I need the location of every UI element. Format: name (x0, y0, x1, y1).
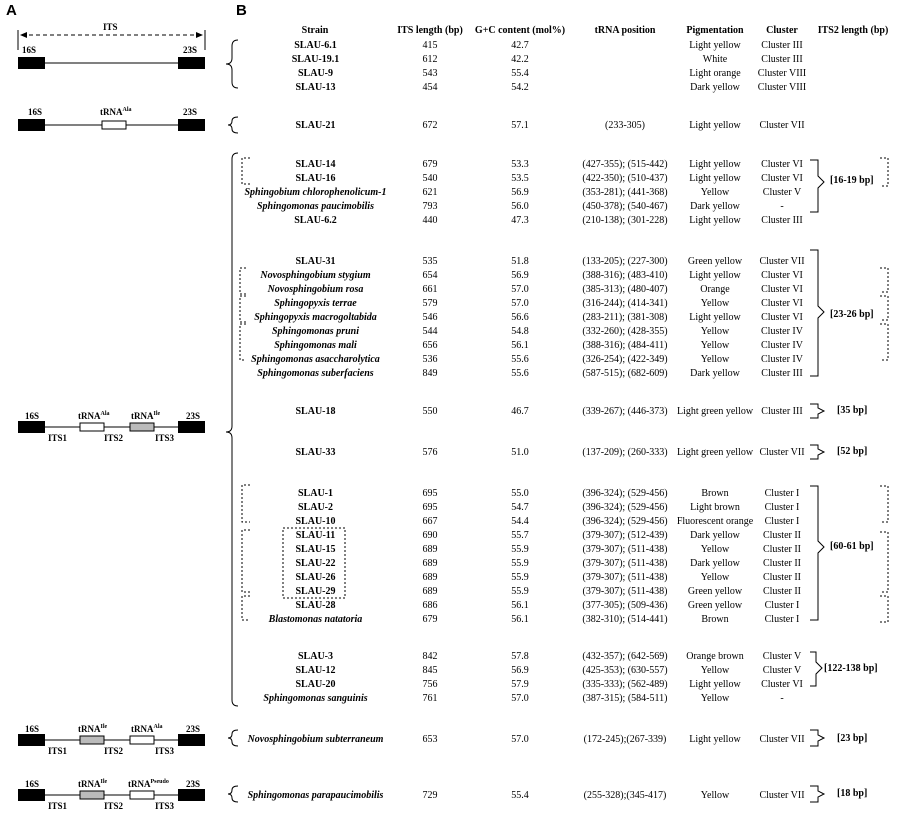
strain-cell: SLAU-22 (295, 558, 336, 569)
strain-cell: SLAU-3 (297, 651, 333, 662)
strain-cell: SLAU-19.1 (291, 54, 340, 65)
gc-cell: 53.3 (511, 159, 529, 170)
dotted-bracket (880, 268, 888, 292)
pig-cell: Light yellow (689, 270, 741, 281)
cluster-cell: Cluster III (761, 40, 803, 51)
strain-cell: SLAU-18 (295, 406, 336, 417)
its-cell: 667 (422, 516, 438, 527)
its-cell: 621 (422, 187, 438, 198)
gc-cell: 55.4 (511, 68, 529, 79)
trna-cell: (379-307); (511-438) (582, 544, 668, 555)
its2-group-label: [35 bp] (837, 405, 868, 416)
cluster-cell: Cluster VI (761, 173, 803, 184)
its-cell: 661 (422, 284, 438, 295)
strain-cell: SLAU-2 (297, 502, 333, 513)
23s-label: 23S (183, 45, 198, 55)
header-gc-content: G+C content (mol%) (474, 25, 566, 36)
pig-cell: Green yellow (687, 586, 743, 597)
trna-cell: (233-305) (605, 120, 645, 131)
23s-label: 23S (186, 779, 201, 789)
strain-cell: Sphingomonas asaccharolytica (251, 354, 380, 365)
its3-label: ITS3 (155, 433, 175, 443)
trna-cell: (332-260); (428-355) (582, 326, 668, 337)
cluster-cell: Cluster VIII (757, 82, 807, 93)
its-cell: 689 (422, 558, 438, 569)
gc-cell: 55.6 (511, 354, 529, 365)
gc-cell: 55.9 (511, 572, 529, 583)
cluster-cell: Cluster II (762, 586, 802, 597)
its-cell: 544 (422, 326, 438, 337)
its-cell: 550 (422, 406, 438, 417)
pig-cell: Dark yellow (690, 82, 740, 93)
header-trna-position: tRNA position (594, 25, 656, 36)
cluster-cell: Cluster IV (761, 326, 803, 337)
strain-cell: Sphingomonas paucimobilis (257, 201, 374, 212)
its1-label: ITS1 (48, 801, 68, 811)
its2-group-label: [23 bp] (837, 733, 868, 744)
its-cell: 679 (422, 159, 438, 170)
cluster-cell: - (780, 201, 784, 212)
gc-cell: 47.3 (511, 215, 529, 226)
its-cell: 695 (422, 502, 438, 513)
strain-cell: SLAU-33 (295, 447, 336, 458)
strain-cell: SLAU-26 (295, 572, 336, 583)
trna-cell: (137-209); (260-333) (582, 447, 668, 458)
gc-cell: 55.4 (511, 790, 529, 801)
its-cell: 689 (422, 586, 438, 597)
operon-diagram-5 (0, 773, 225, 813)
strain-cell: SLAU-14 (295, 159, 336, 170)
its2-bracket-4 (810, 445, 824, 459)
gc-cell: 55.6 (511, 368, 529, 379)
cluster-cell: Cluster I (764, 516, 800, 527)
cluster-cell: Cluster I (764, 614, 800, 625)
strain-cell: SLAU-28 (295, 600, 336, 611)
its-cell: 576 (422, 447, 438, 458)
its-cell: 679 (422, 614, 438, 625)
23s-label: 23S (186, 411, 201, 421)
gc-cell: 42.7 (511, 40, 529, 51)
strain-cell: SLAU-11 (295, 530, 336, 541)
pig-cell: Brown (701, 488, 729, 499)
its2-group-label: [60-61 bp] (830, 541, 874, 552)
pig-cell: Light brown (690, 502, 740, 513)
16s-label: 16S (22, 45, 37, 55)
cluster-cell: Cluster III (761, 368, 803, 379)
trna-cell: (396-324); (529-456) (582, 516, 668, 527)
its2-bracket-3 (810, 404, 824, 418)
dotted-bracket (880, 532, 888, 592)
trna-cell: (427-355); (515-442) (582, 159, 668, 170)
strain-cell: SLAU-9 (297, 68, 333, 79)
pig-cell: Brown (701, 614, 729, 625)
gc-cell: 57.0 (511, 693, 529, 704)
gc-cell: 56.1 (511, 600, 529, 611)
its-cell: 535 (422, 256, 438, 267)
trna-cell: (387-315); (584-511) (582, 693, 668, 704)
gc-cell: 56.1 (511, 614, 529, 625)
trna-cell: (172-245);(267-339) (583, 734, 667, 745)
strain-cell: Sphingomonas suberfaciens (257, 368, 374, 379)
16s-label: 16S (28, 107, 43, 117)
trna-cell: (379-307); (511-438) (582, 572, 668, 583)
gc-cell: 57.9 (511, 679, 529, 690)
gc-cell: 54.4 (511, 516, 529, 527)
operon-diagram-1 (0, 20, 225, 80)
its2-bracket-8 (810, 786, 824, 802)
pig-cell: Yellow (700, 187, 730, 198)
cluster-cell: Cluster VI (761, 679, 803, 690)
its2-label: ITS2 (104, 746, 124, 756)
its-cell: 654 (422, 270, 438, 281)
pig-cell: Yellow (700, 354, 730, 365)
pig-cell: Light yellow (689, 312, 741, 323)
strain-cell: SLAU-10 (295, 516, 336, 527)
trna-cell: (396-324); (529-456) (582, 488, 668, 499)
cluster-cell: Cluster VII (759, 120, 805, 131)
trna-cell: (283-211); (381-308) (582, 312, 668, 323)
gc-cell: 54.8 (511, 326, 529, 337)
header-cluster: Cluster (766, 25, 798, 36)
trna-cell: (379-307); (511-438) (582, 586, 668, 597)
trna-cell: (450-378); (540-467) (582, 201, 668, 212)
pig-cell: Light green yellow (676, 447, 754, 458)
trna-cell: (379-307); (512-439) (582, 530, 668, 541)
strain-cell: Sphingopyxis terrae (274, 298, 357, 309)
gc-cell: 42.2 (511, 54, 529, 65)
cluster-cell: Cluster IV (761, 354, 803, 365)
strain-cell: Novosphingobium subterraneum (247, 734, 384, 745)
16s-label: 16S (25, 779, 40, 789)
trna-cell: (379-307); (511-438) (582, 558, 668, 569)
trna-cell: (353-281); (441-368) (582, 187, 668, 198)
pig-cell: Yellow (700, 693, 730, 704)
gc-cell: 55.9 (511, 558, 529, 569)
cluster-cell: Cluster VI (761, 270, 803, 281)
pig-cell: Green yellow (687, 256, 743, 267)
its-cell: 689 (422, 544, 438, 555)
its-cell: 543 (422, 68, 438, 79)
trna-cell: (339-267); (446-373) (582, 406, 668, 417)
cluster-cell: Cluster V (762, 651, 802, 662)
trna-ile-label: tRNA$^{Ile}$ (78, 779, 108, 789)
header-pigmentation: Pigmentation (686, 25, 744, 36)
cluster-cell: Cluster III (761, 215, 803, 226)
16s-label: 16S (25, 724, 40, 734)
pig-cell: Dark yellow (690, 558, 740, 569)
its-cell: 842 (422, 651, 438, 662)
trna-ile-label: tRNA$^{Ile}$ (78, 724, 108, 734)
strain-cell: Sphingomonas pruni (272, 326, 359, 337)
pig-cell: Light orange (689, 68, 741, 79)
pig-cell: Light yellow (689, 215, 741, 226)
its-cell: 579 (422, 298, 438, 309)
gc-cell: 56.6 (511, 312, 529, 323)
pig-cell: Yellow (700, 790, 730, 801)
strain-cell: SLAU-31 (295, 256, 336, 267)
dotted-bracket (880, 324, 888, 360)
16s-label: 16S (25, 411, 40, 421)
its2-group-label: [23-26 bp] (830, 309, 874, 320)
trna-cell: (385-313); (480-407) (582, 284, 668, 295)
strain-cell: SLAU-6.1 (294, 40, 337, 51)
trna-cell: (432-357); (642-569) (582, 651, 668, 662)
pig-cell: Light yellow (689, 734, 741, 745)
cluster-cell: Cluster I (764, 488, 800, 499)
strain-cell: SLAU-15 (295, 544, 336, 555)
cluster-cell: Cluster I (764, 600, 800, 611)
its-cell: 546 (422, 312, 438, 323)
strain-cell: Sphingomonas sanguinis (263, 693, 368, 704)
pig-cell: Dark yellow (690, 530, 740, 541)
its-cell: 440 (422, 215, 438, 226)
cluster-cell: Cluster III (761, 406, 803, 417)
strain-cell: SLAU-21 (295, 120, 336, 131)
trna-pseudo-label: tRNA$^{Pseudo}$ (128, 779, 169, 789)
gc-cell: 57.8 (511, 651, 529, 662)
pig-cell: Dark yellow (690, 201, 740, 212)
its3-label: ITS3 (155, 746, 175, 756)
trna-cell: (388-316); (483-410) (582, 270, 668, 281)
trna-cell: (255-328);(345-417) (583, 790, 667, 801)
its-cell: 536 (422, 354, 438, 365)
gc-cell: 56.9 (511, 187, 529, 198)
its1-label: ITS1 (48, 433, 68, 443)
pig-cell: Yellow (700, 298, 730, 309)
pig-cell: Orange brown (686, 651, 744, 662)
23s-label: 23S (186, 724, 201, 734)
gc-cell: 55.9 (511, 586, 529, 597)
its-cell: 729 (422, 790, 438, 801)
pig-cell: Yellow (700, 665, 730, 676)
cluster-cell: Cluster VI (761, 312, 803, 323)
panel-b-label: B (236, 2, 247, 19)
cluster-cell: Cluster II (762, 572, 802, 583)
trna-cell: (377-305); (509-436) (582, 600, 668, 611)
cluster-cell: Cluster VII (759, 256, 805, 267)
pig-cell: Dark yellow (690, 368, 740, 379)
gc-cell: 56.0 (511, 201, 529, 212)
trna-cell: (388-316); (484-411) (582, 340, 668, 351)
gc-cell: 55.0 (511, 488, 529, 499)
cluster-cell: Cluster VIII (757, 68, 807, 79)
its-cell: 415 (422, 40, 438, 51)
dotted-bracket (880, 158, 888, 186)
cluster-cell: Cluster II (762, 530, 802, 541)
pig-cell: Yellow (700, 572, 730, 583)
cluster-cell: Cluster VII (759, 447, 805, 458)
23s-label: 23S (183, 107, 198, 117)
strain-cell: Sphingobium chlorophenolicum-1 (244, 187, 387, 198)
trna-cell: (425-353); (630-557) (582, 665, 668, 676)
gc-cell: 51.0 (511, 447, 529, 458)
gc-cell: 51.8 (511, 256, 529, 267)
gc-cell: 56.1 (511, 340, 529, 351)
cluster-cell: Cluster V (762, 187, 802, 198)
its-cell: 672 (422, 120, 438, 131)
trna-cell: (316-244); (414-341) (582, 298, 668, 309)
gc-cell: 46.7 (511, 406, 529, 417)
cluster-cell: Cluster VI (761, 159, 803, 170)
pig-cell: Green yellow (687, 600, 743, 611)
pig-cell: White (702, 54, 728, 65)
strain-cell: SLAU-12 (295, 665, 336, 676)
gc-cell: 56.9 (511, 665, 529, 676)
gc-cell: 55.9 (511, 544, 529, 555)
operon-diagram-2 (0, 105, 225, 145)
its2-group-label: [122-138 bp] (824, 663, 878, 674)
pig-cell: Yellow (700, 326, 730, 337)
panel-a-label: A (6, 2, 17, 19)
gc-cell: 57.0 (511, 298, 529, 309)
its2-bracket-5 (810, 486, 824, 620)
its-cell: 653 (422, 734, 438, 745)
trna-cell: (422-350); (510-437) (582, 173, 668, 184)
dotted-bracket (880, 486, 888, 522)
trna-cell: (133-205); (227-300) (582, 256, 668, 267)
trna-cell: (587-515); (682-609) (582, 368, 668, 379)
its2-label: ITS2 (104, 801, 124, 811)
operon-diagram-4 (0, 718, 225, 758)
trna-ala-label: tRNA$^{Ala}$ (100, 107, 132, 117)
its-cell: 689 (422, 572, 438, 583)
pig-cell: Light yellow (689, 173, 741, 184)
cluster-cell: Cluster II (762, 558, 802, 569)
strain-cell: SLAU-29 (295, 586, 336, 597)
its2-bracket-1 (810, 160, 824, 212)
trna-ile-label: tRNA$^{Ile}$ (131, 411, 161, 421)
strain-cell: Novosphingobium rosa (267, 284, 364, 295)
trna-ala-label: tRNA$^{Ala}$ (78, 411, 110, 421)
pig-cell: Light yellow (689, 40, 741, 51)
pig-cell: Fluorescent orange (676, 516, 754, 527)
its-cell: 612 (422, 54, 438, 65)
cluster-cell: Cluster VII (759, 790, 805, 801)
strain-cell: SLAU-1 (297, 488, 333, 499)
trna-cell: (335-333); (562-489) (582, 679, 668, 690)
strain-cell: SLAU-6.2 (294, 215, 337, 226)
its-cell: 690 (422, 530, 438, 541)
pig-cell: Yellow (700, 544, 730, 555)
cluster-cell: Cluster II (762, 544, 802, 555)
trna-cell: (382-310); (514-441) (582, 614, 668, 625)
its1-label: ITS1 (48, 746, 68, 756)
operon-diagram-3 (0, 405, 225, 445)
strain-cell: SLAU-20 (295, 679, 336, 690)
trna-cell: (210-138); (301-228) (582, 215, 668, 226)
strain-cell: Novosphingobium stygium (260, 270, 371, 281)
cluster-cell: Cluster VII (759, 734, 805, 745)
its-cell: 540 (422, 173, 438, 184)
cluster-cell: Cluster IV (761, 340, 803, 351)
gc-cell: 54.7 (511, 502, 529, 513)
gc-cell: 57.0 (511, 284, 529, 295)
pig-cell: Light yellow (689, 120, 741, 131)
its-cell: 756 (422, 679, 438, 690)
cluster-cell: Cluster III (761, 54, 803, 65)
strain-cell: SLAU-16 (295, 173, 336, 184)
pig-cell: Light yellow (689, 679, 741, 690)
trna-cell: (326-254); (422-349) (582, 354, 668, 365)
its2-label: ITS2 (104, 433, 124, 443)
gc-cell: 57.1 (511, 120, 529, 131)
its-cell: 845 (422, 665, 438, 676)
trna-ala-label: tRNA$^{Ala}$ (131, 724, 163, 734)
its2-group-label: [16-19 bp] (830, 175, 874, 186)
trna-cell: (396-324); (529-456) (582, 502, 668, 513)
cluster-cell: Cluster V (762, 665, 802, 676)
gc-cell: 53.5 (511, 173, 529, 184)
gc-cell: 55.7 (511, 530, 529, 541)
cluster-cell: - (780, 693, 784, 704)
header-its-length: ITS length (bp) (397, 25, 463, 36)
its2-bracket-7 (810, 730, 824, 746)
strain-cell: SLAU-13 (295, 82, 336, 93)
its2-group-label: [52 bp] (837, 446, 868, 457)
cluster-cell: Cluster VI (761, 284, 803, 295)
strain-cell: Sphingomonas mali (274, 340, 357, 351)
its2-group-label: [18 bp] (837, 788, 868, 799)
header-strain: Strain (301, 25, 329, 36)
strain-cell: Blastomonas natatoria (268, 614, 363, 625)
gc-cell: 54.2 (511, 82, 529, 93)
its-cell: 793 (422, 201, 438, 212)
its-cell: 761 (422, 693, 438, 704)
gc-cell: 57.0 (511, 734, 529, 745)
its3-label: ITS3 (155, 801, 175, 811)
its-cell: 849 (422, 368, 438, 379)
its-cell: 454 (422, 82, 438, 93)
pig-cell: Light green yellow (676, 406, 754, 417)
its2-bracket-2 (810, 250, 824, 376)
pig-cell: Light yellow (689, 159, 741, 170)
pig-cell: Yellow (700, 340, 730, 351)
cluster-cell: Cluster I (764, 502, 800, 513)
its-cell: 656 (422, 340, 438, 351)
header-its2-length: ITS2 length (bp) (817, 25, 889, 36)
strain-cell: Sphingomonas parapaucimobilis (247, 790, 384, 801)
dotted-bracket (880, 296, 888, 320)
its-cell: 695 (422, 488, 438, 499)
gc-cell: 56.9 (511, 270, 529, 281)
cluster-cell: Cluster VI (761, 298, 803, 309)
dotted-bracket (880, 596, 888, 622)
its-cell: 686 (422, 600, 438, 611)
its-label: ITS (103, 22, 118, 32)
strain-cell: Sphingopyxis macrogoltabida (254, 312, 377, 323)
pig-cell: Orange (700, 284, 730, 295)
